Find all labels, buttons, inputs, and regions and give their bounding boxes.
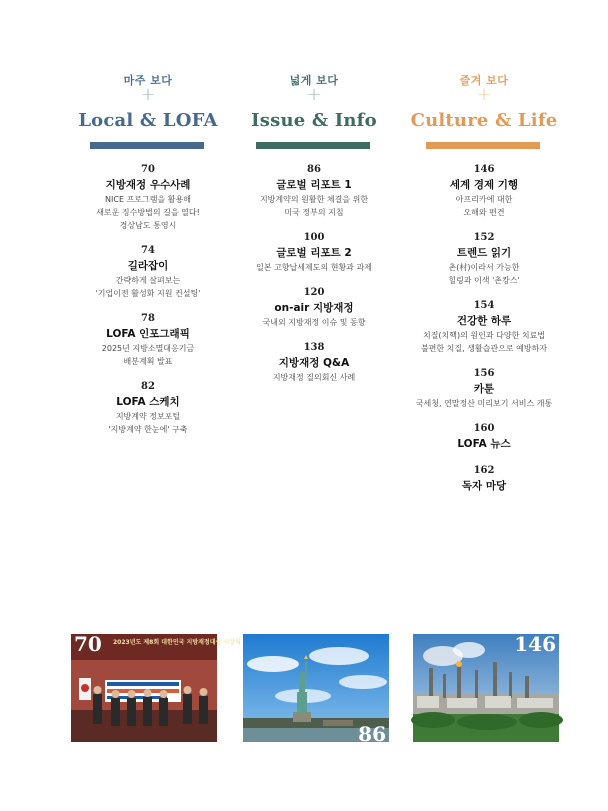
entry-title: 지방재정 Q&A — [278, 357, 350, 369]
toc-entry[interactable] — [224, 341, 404, 384]
toc-entry[interactable] — [58, 163, 238, 232]
entry-description: 경상남도 통영시 — [119, 221, 177, 230]
entry-description: 지방계약의 원활한 체결을 위한 — [259, 195, 369, 204]
entry-title: 글로벌 리포트 2 — [276, 247, 352, 259]
plus-divider: + — [140, 84, 156, 105]
section-bar — [90, 142, 204, 149]
page-number: 152 — [473, 232, 495, 243]
entry-description: 치질(치핵)의 원인과 다양한 치료법 — [422, 331, 546, 340]
entry-description: 미국 정부의 지침 — [284, 208, 344, 217]
page-number: 146 — [473, 164, 495, 175]
toc-entry[interactable] — [224, 286, 404, 329]
toc-entry[interactable] — [394, 422, 574, 452]
entry-description: '기업이전 활성화 지원 컨설팅' — [95, 289, 201, 298]
entry-description: 힐링과 이색 '촌캉스' — [448, 276, 520, 285]
statue-of-liberty-photo — [243, 634, 389, 746]
toc-entry[interactable] — [394, 231, 574, 287]
entry-title: 건강한 하루 — [456, 315, 512, 327]
entry-title: LOFA 인포그래픽 — [106, 328, 190, 340]
section-bar — [426, 142, 540, 149]
toc-entry[interactable] — [394, 464, 574, 494]
page-number-badge: 86 — [358, 722, 386, 746]
page-number: 156 — [473, 368, 495, 379]
entry-list — [394, 163, 574, 506]
page-number: 160 — [473, 423, 495, 434]
plus-divider: + — [476, 84, 492, 105]
section-title: Issue & Info — [251, 110, 377, 131]
page-number: 74 — [141, 245, 155, 256]
entry-title: 글로벌 리포트 1 — [276, 179, 352, 191]
page-number: 154 — [473, 300, 495, 311]
entry-title: 세계 경제 기행 — [449, 179, 519, 191]
entry-title: 독자 마당 — [461, 480, 507, 492]
section-title: Local & LOFA — [78, 110, 218, 131]
award-ceremony-photo — [71, 632, 241, 742]
entry-description: NICE 프로그램을 활용해 — [105, 195, 191, 204]
section-bar — [256, 142, 370, 149]
page-number-badge: 70 — [74, 632, 102, 656]
entry-description: 새로운 징수방법의 길을 열다! — [96, 208, 200, 217]
page-number: 78 — [141, 313, 155, 324]
category-label: 즐겨 보다 — [459, 74, 509, 87]
entry-title: on-air 지방재정 — [274, 302, 354, 314]
toc-entry[interactable] — [224, 231, 404, 274]
entry-title: LOFA 뉴스 — [457, 438, 511, 450]
entry-description: 배분계획 발표 — [123, 357, 173, 366]
page-number: 70 — [141, 164, 155, 175]
toc-entry[interactable] — [58, 312, 238, 368]
plus-divider: + — [306, 84, 322, 105]
page-number: 120 — [303, 287, 325, 298]
toc-entry[interactable] — [394, 299, 574, 355]
page-number: 82 — [141, 381, 155, 392]
entry-description: 일본 고향납세제도의 현황과 과제 — [256, 263, 372, 272]
entry-title: 길라잡이 — [127, 260, 169, 272]
page-number: 162 — [473, 465, 495, 476]
industrial-plant-photo — [413, 634, 559, 742]
entry-title: 지방재정 우수사례 — [105, 179, 191, 191]
entry-description: 국내외 지방재정 이슈 및 동향 — [262, 318, 366, 327]
toc-entry[interactable] — [58, 380, 238, 436]
toc-entry[interactable] — [394, 367, 574, 410]
page-number: 138 — [303, 342, 325, 353]
entry-description: '지방계약 한눈에' 구축 — [108, 425, 188, 434]
entry-description: 아프리카에 대한 — [455, 195, 513, 204]
entry-description: 지방계약 정보포털 — [115, 412, 181, 421]
entry-list — [224, 163, 404, 396]
entry-title: 카툰 — [473, 383, 495, 395]
toc-entry[interactable] — [394, 163, 574, 219]
entry-description: 오해와 편견 — [463, 208, 505, 217]
category-label: 마주 보다 — [123, 74, 173, 87]
entry-description: 촌(村)이라서 가능한 — [448, 263, 520, 272]
entry-list — [58, 163, 238, 448]
entry-description: 지방재정 질의회신 사례 — [272, 373, 356, 382]
entry-description: 간략하게 살펴보는 — [115, 276, 181, 285]
page-number: 86 — [307, 164, 321, 175]
page-number: 100 — [303, 232, 325, 243]
entry-title: 트렌드 읽기 — [456, 247, 512, 259]
section-title: Culture & Life — [410, 110, 558, 131]
entry-title: LOFA 스케치 — [116, 396, 180, 408]
category-label: 넓게 보다 — [289, 74, 339, 87]
toc-entry[interactable] — [224, 163, 404, 219]
toc-entry[interactable] — [58, 244, 238, 300]
banner-text: 2023년도 제8회 대한민국 지방재정대상 시상식 — [113, 639, 241, 646]
entry-description: 2025년 지방소멸대응기금 — [101, 344, 195, 353]
entry-description: 불편한 치질, 생활습관으로 예방하자 — [420, 344, 548, 353]
page-number-badge: 146 — [514, 632, 556, 656]
entry-description: 국세청, 연말정산 미리보기 서비스 개통 — [415, 399, 553, 408]
